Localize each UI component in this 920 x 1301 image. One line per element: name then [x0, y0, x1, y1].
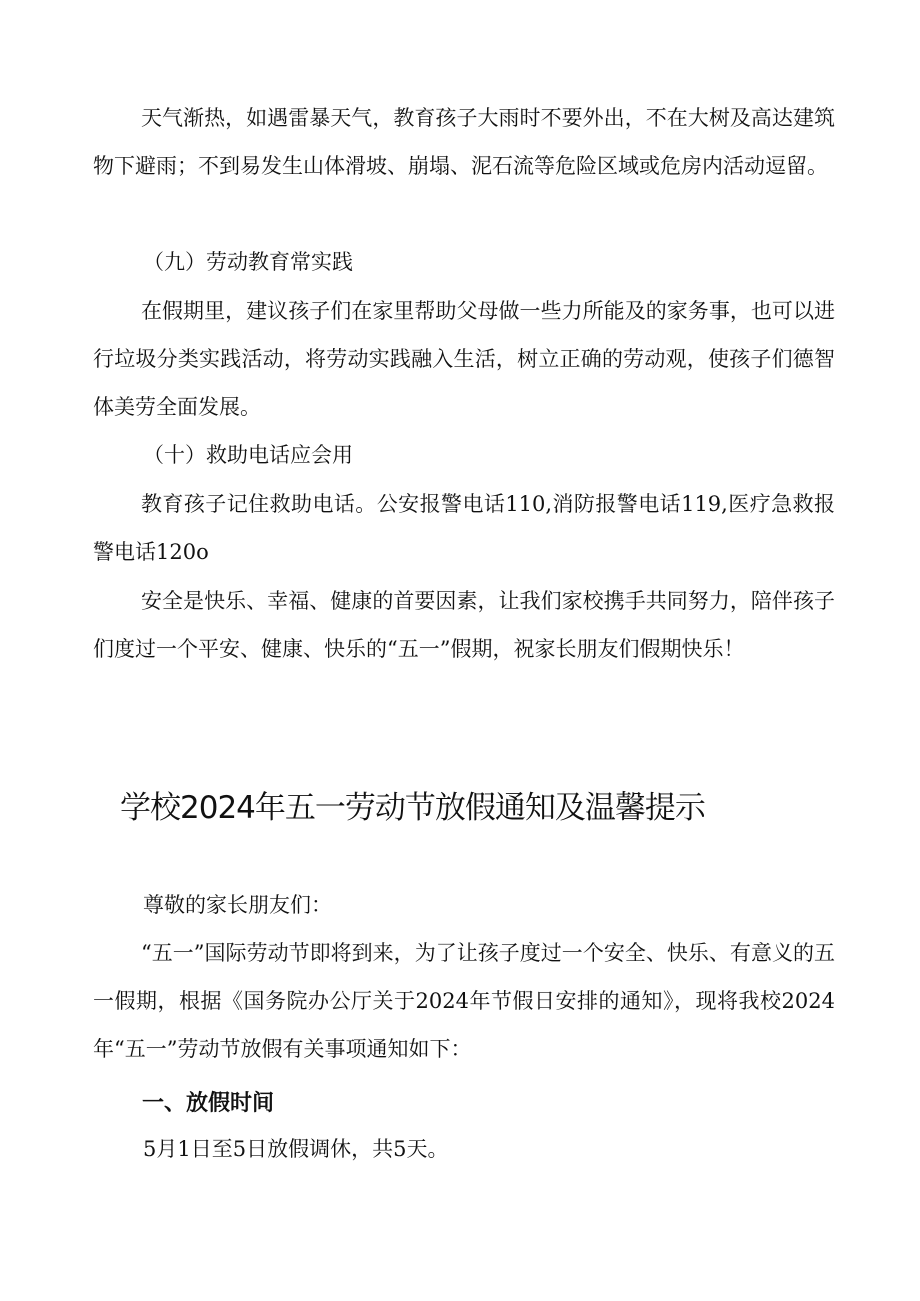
holiday-time-paragraph: 5月1日至5日放假调休，共5天。: [143, 1137, 449, 1161]
emergency-phone-paragraph: 教育孩子记住救助电话。公安报警电话110,消防报警电话119,医疗急救报警电话120o: [93, 492, 835, 564]
salutation: 尊敬的家长朋友们：: [143, 893, 332, 917]
notice-intro-paragraph: “五一”国际劳动节即将到来，为了让孩子度过一个安全、快乐、有意义的五一假期，根据《国务院办公厅关于2024年节假日安排的通知》，现将我校2024年“五一”劳动节放假有关事项通知如下：: [93, 941, 835, 1061]
closing-wishes-paragraph: 安全是快乐、幸福、健康的首要因素，让我们家校携手共同努力，陪伴孩子们度过一个平安、健康、快乐的“五一”假期，祝家长朋友们假期快乐！: [93, 589, 835, 661]
section-heading-emergency-phone: （十）救助电话应会用: [143, 443, 353, 467]
weather-safety-paragraph: 天气渐热，如遇雷暴天气，教育孩子大雨时不要外出，不在大树及高达建筑物下避雨；不到易发生山体滑坡、崩塌、泥石流等危险区域或危房内活动逗留。: [93, 106, 835, 178]
notice-title: 学校2024年五一劳动节放假通知及温馨提示: [120, 790, 705, 826]
section-heading-labor-education: （九）劳动教育常实践: [143, 250, 353, 274]
heading-holiday-time: 一、放假时间: [142, 1091, 275, 1116]
labor-practice-paragraph: 在假期里，建议孩子们在家里帮助父母做一些力所能及的家务事，也可以进行垃圾分类实践活动，将劳动实践融入生活，树立正确的劳动观，使孩子们德智体美劳全面发展。: [93, 299, 835, 419]
